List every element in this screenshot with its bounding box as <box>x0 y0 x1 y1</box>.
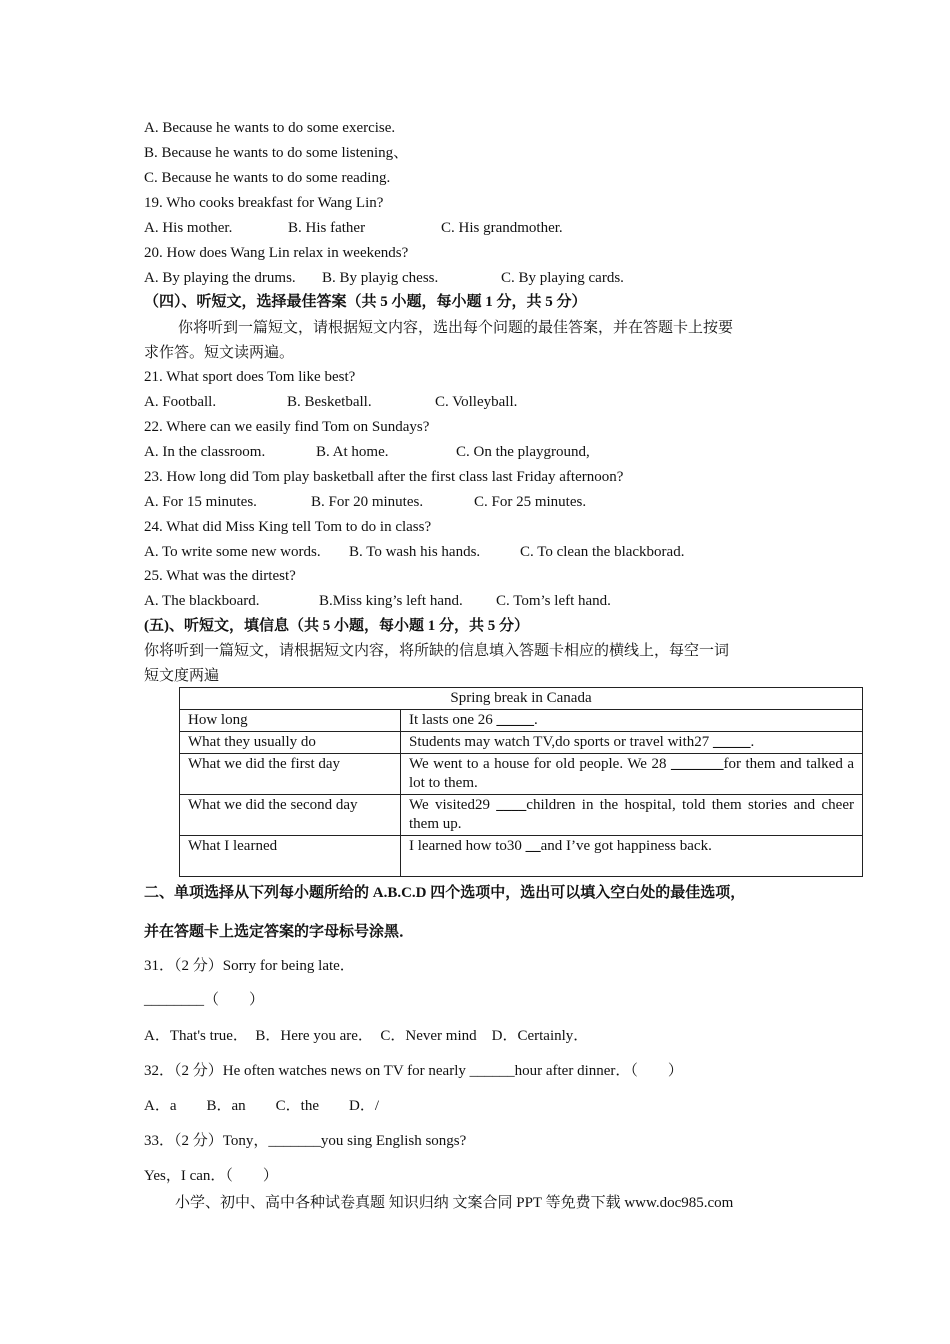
row-label: How long <box>180 710 401 732</box>
q22-option-b: B. At home. <box>316 444 389 460</box>
q21-option-c: C. Volleyball. <box>435 394 518 410</box>
row-content <box>401 795 863 836</box>
q21-option-b: B. Besketball. <box>287 394 372 410</box>
row-text: It lasts one 26 <box>409 712 497 728</box>
row-label: What we did the first day <box>180 754 401 795</box>
row-text: Students may watch TV,do sports or travel with27 <box>409 734 713 750</box>
q23-stem: 23. How long did Tom play basketball after the first class last Friday afternoon? <box>144 469 624 485</box>
table-row <box>180 754 863 795</box>
section5-instruction-2: 短文度两遍 <box>144 668 220 684</box>
q25-stem: 25. What was the dirtest? <box>144 568 296 584</box>
row-text: I learned how to30 <box>409 838 526 854</box>
q33-answer-line: Yes，I can．（ ） <box>144 1168 278 1184</box>
q19-option-a: A. His mother. <box>144 220 233 236</box>
q22-option-a: A. In the classroom. <box>144 444 266 460</box>
row-content <box>401 710 863 732</box>
section5-heading: (五)、听短文，填信息（共 5 小题，每小题 1 分，共 5 分） <box>144 618 529 634</box>
q22-stem: 22. Where can we easily find Tom on Sundays? <box>144 419 430 435</box>
row-label: What they usually do <box>180 732 401 754</box>
row-text: . <box>534 712 538 728</box>
q31-stem: 31．（2 分）Sorry for being late． <box>144 958 355 974</box>
table-title-row <box>180 688 863 710</box>
q24-option-a: A. To write some new words. <box>144 544 321 560</box>
q25-option-b: B.Miss king’s left hand. <box>319 593 463 609</box>
q23-option-a: A. For 15 minutes. <box>144 494 257 510</box>
q19-option-c: C. His grandmother. <box>441 220 563 236</box>
table-row <box>180 732 863 754</box>
q33-stem: 33．（2 分）Tony，_______you sing English songs? <box>144 1133 467 1149</box>
section4-instruction-1: 你将听到一篇短文，请根据短文内容，选出每个问题的最佳答案，并在答题卡上按要 <box>178 320 734 336</box>
table-title: Spring break in Canada <box>180 688 863 710</box>
q23-option-b: B. For 20 minutes. <box>311 494 424 510</box>
blank-30: __ <box>525 838 541 854</box>
q18-option-b: B. Because he wants to do some listening、 <box>144 145 409 161</box>
q19-option-b: B. His father <box>288 220 366 236</box>
q23-option-c: C. For 25 minutes. <box>474 494 587 510</box>
part2-heading-1: 二、单项选择从下列每小题所给的 A.B.C.D 四个选项中，选出可以填入空白处的最佳选项， <box>144 885 746 901</box>
blank-27: _____ <box>713 734 751 750</box>
q18-option-c: C. Because he wants to do some reading. <box>144 170 391 186</box>
blank-26: _____ <box>496 712 534 728</box>
q24-option-b: B. To wash his hands. <box>349 544 481 560</box>
q20-option-a: A. By playing the drums. <box>144 270 296 286</box>
section5-instruction-1: 你将听到一篇短文，请根据短文内容，将所缺的信息填入答题卡相应的横线上，每空一词 <box>144 643 730 659</box>
q25-option-c: C. Tom’s left hand. <box>496 593 611 609</box>
q18-option-a: A. Because he wants to do some exercise. <box>144 120 396 136</box>
spring-break-table <box>179 687 863 877</box>
q22-option-c: C. On the playground, <box>456 444 590 460</box>
table-row <box>180 836 863 877</box>
row-label: What we did the second day <box>180 795 401 836</box>
q21-stem: 21. What sport does Tom like best? <box>144 369 356 385</box>
row-text: for them and talked a lot to them. <box>409 756 854 791</box>
table-row <box>180 710 863 732</box>
q32-stem: 32．（2 分）He often watches news on TV for nearly ______hour after dinner．（ ） <box>144 1063 683 1079</box>
q20-option-b: B. By playig chess. <box>322 270 439 286</box>
row-content <box>401 732 863 754</box>
section4-heading: （四）、听短文，选择最佳答案（共 5 小题，每小题 1 分，共 5 分） <box>144 294 587 310</box>
q24-option-c: C. To clean the blackborad. <box>520 544 685 560</box>
row-content <box>401 754 863 795</box>
row-text: and I’ve got happiness back. <box>540 838 712 854</box>
page-footer: 小学、初中、高中各种试卷真题 知识归纳 文案合同 PPT 等免费下载 www.doc985.com <box>175 1195 734 1211</box>
q25-option-a: A. The blackboard. <box>144 593 260 609</box>
blank-29: ____ <box>496 797 527 813</box>
row-text: children in the hospital, told them stories and cheer them up. <box>409 797 854 832</box>
blank-28: _______ <box>670 756 724 772</box>
q19-stem: 19. Who cooks breakfast for Wang Lin? <box>144 195 384 211</box>
table-row <box>180 795 863 836</box>
row-text: We visited29 <box>409 797 497 813</box>
part2-heading-2: 并在答题卡上选定答案的字母标号涂黑． <box>144 924 415 940</box>
q24-stem: 24. What did Miss King tell Tom to do in class? <box>144 519 432 535</box>
q31-options: A．That's true． B．Here you are． C．Never mind D．Certainly． <box>144 1028 589 1044</box>
row-text: We went to a house for old people. We 28 <box>409 756 671 772</box>
row-content <box>401 836 863 877</box>
q20-stem: 20. How does Wang Lin relax in weekends? <box>144 245 409 261</box>
q21-option-a: A. Football. <box>144 394 217 410</box>
q20-option-c: C. By playing cards. <box>501 270 624 286</box>
q32-options: A．a B．an C．the D．/ <box>144 1098 379 1114</box>
section4-instruction-2: 求作答。短文读两遍。 <box>144 345 295 361</box>
q31-answer-line: ________（ ） <box>144 992 265 1008</box>
row-label: What I learned <box>180 836 401 877</box>
row-text: . <box>750 734 755 750</box>
